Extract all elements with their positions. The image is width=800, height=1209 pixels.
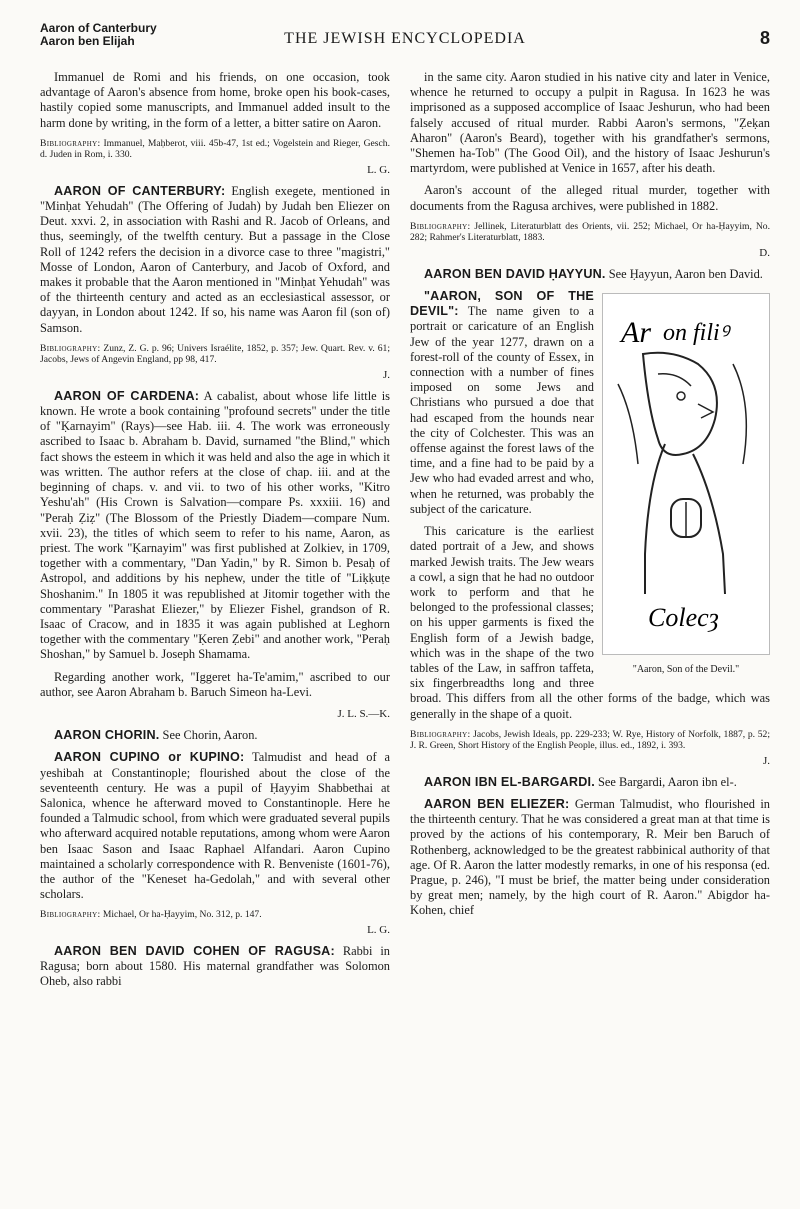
bibliography-label: Bibliography:	[410, 728, 471, 740]
entry-aaron-of-canterbury	[40, 184, 390, 336]
author-initials: J.	[382, 368, 390, 381]
headword: AARON BEN ELIEZER:	[424, 796, 570, 811]
entry-text: German Talmudist, who flourished in the thirteenth century. That he was considered a great man at that time is proved by the actions of his contemporary, R. Meir ben Baruch of Rothenberg, acknowledged to be the greatest rabbinical authority of that age. Of R. Aaron the latter modestly remarks, in one of his responsa (ed. Prague, p. 246), "I must be brief, the matter being under consideration by great men; namely, by the high court of R. Aaron." Abigdor ha-Kohen, chief	[410, 796, 770, 918]
bibliography	[410, 729, 770, 752]
entry-aaron-ben-david-hayyun	[410, 267, 770, 282]
bibliography-label: Bibliography:	[40, 909, 101, 921]
bibliography-text: Michael, Or ha-Ḥayyim, No. 312, p. 147.	[100, 909, 262, 921]
entry-aaron-ibn-el-bargardi	[410, 775, 770, 790]
entry-text: See Bargardi, Aaron ibn el-.	[594, 774, 737, 789]
bibliography-text: Jellinek, Literaturblatt des Orients, vii. 252; Michael, Or ha-Ḥayyim, No. 282; Rahmer's Literaturblatt, 1883.	[410, 220, 770, 244]
entry-text: The name given to a portrait or caricature of an English Jew of the year 1277, drawn on a forest-roll of the county of Essex, in connection with a number of fines imposed on some Jews and Christians who pursued a doe that had escaped from the hounds near the city of Colchester. This was an offense against the forest laws of the time, and a fine had to be paid by a Jew who had evaded arrest and who, when he returned, was probably the subject of the caricature.	[410, 304, 594, 516]
svg-text:on filiꝰ: on filiꝰ	[663, 320, 729, 347]
entry-text: Talmudist and head of a yeshibah at Constantinople; flourished about the close of the seventeenth century. He was a pupil of Ḥayyim Shabbethai at Salonica, whence he afterward moved to Constantinople. Here he founded a Talmudic school, from which were graduated several pupils who afterward acquired notable reputations, among whom were Aaron ben Isaac Sason and Isaac Raphael Alfandari. Aaron Cupino maintained a scholarly correspondence with R. Benveniste (1601-76), the author of the "Keneset ha-Gedolah," and with several other scholars.	[40, 750, 390, 902]
headword: AARON IBN EL-BARGARDI.	[424, 774, 595, 789]
paragraph: Immanuel de Romi and his friends, on one occasion, took advantage of Aaron's absence from home, broke open his book-cases, hastily copied some manuscripts, and Immanuel added insult to the harm done by writing, in the form of a letter, a bitter satire on Aaron.	[40, 70, 390, 130]
figure-caption: "Aaron, Son of the Devil."	[632, 664, 740, 676]
headword: "AARON, SON OF THE DEVIL":	[410, 289, 594, 319]
page-header	[40, 18, 770, 60]
entry-text: A cabalist, about whose life little is known. He wrote a book containing "profound secrets" under the title of "Ḳarnayim" (Rays)—see Hab. iii. 4. The work was erroneously ascribed to Isaac b. Abraham b. David, surnamed "the Blind," which fact shows the esteem in which it was held and also the age in which it was written. The author refers at the close of chap. iii. and at the beginning of chaps. v. and vii. to two of his other works, "Kitro Yeshu'ah" (His Crown is Salvation—compare Ps. xxxiii. 16) and "Peraḥ Ẓiẓ" (The Blossom of the Priestly Diadem—compare Num. xvii. 23), the titles of which seem to refer to his name, Aaron, as priest. The work "Ḳarnayim" was first published at Zolkiev, in 1709, together with a commentary, "Dan Yadin," by R. Simon b. Pesaḥ of Astropol, and additions by his nephew, under the title of "Liḳḳuṭe Shoshanim." In 1805 it was republished at Jitomir together with the commentary "Parashat Eliezer," by Eliezer Fishel, grandson of R. Isaac of Cracow, and in 1835 it was again published at Leghorn together with the commentary "Ḳeren Ẓebi" and another work, "Peraḥ Shoshan," by Samuel b. Joseph Shamama.	[40, 388, 390, 662]
running-head-last: Aaron ben Elijah	[40, 34, 135, 48]
entry-aaron-of-cardena	[40, 389, 390, 663]
author-initials: J. L. S.—K.	[337, 707, 390, 720]
figure	[602, 293, 770, 677]
entry-aaron-chorin	[40, 728, 390, 743]
encyclopedia-title: THE JEWISH ENCYCLOPEDIA	[284, 30, 526, 47]
bibliography-label: Bibliography:	[40, 137, 101, 149]
caricature-illustration	[602, 293, 770, 655]
entry-text: See Chorin, Aaron.	[159, 728, 258, 743]
entry-text: See Ḥayyun, Aaron ben David.	[605, 266, 763, 281]
entry-aaron-ben-eliezer	[410, 797, 770, 919]
bibliography-label: Bibliography:	[410, 220, 471, 232]
bibliography	[40, 343, 390, 366]
entry-text: English exegete, mentioned in "Minḥat Yehudah" (The Offering of Judah) by Judah ben Eliezer on Deut. xxvi. 2, in association with Rashi and R. Jacob of Orleans, and thus, seemingly, of the twelfth century. But a passage in the Close Roll of 1242 refers the decision in a divorce case to three "magistri," Mosse of London, Aaron of Canterbury, and Jacob of Oxford, and makes it probable that the Aaron mentioned in "Minḥat Yehudah" was of the thirteenth century and acted as an ecclesiastical assessor, or dayyan, in London about 1242. If so, his name was Aaron fil (son of) Samson.	[40, 183, 391, 335]
headword: AARON CHORIN.	[54, 728, 160, 743]
author-initials: L. G.	[367, 923, 390, 936]
entry-aaron-ben-david-cohen	[40, 944, 390, 990]
entry-text: Rabbi in Ragusa; born about 1580. His maternal grandfather was Solomon Oheb, also rabbi	[40, 943, 390, 989]
paragraph: Aaron's account of the alleged ritual murder, together with documents from the Ragusa archives, were published in 1882.	[410, 183, 770, 213]
bibliography-text: Immanuel, Maḥberot, viii. 45b-47, 1st ed.; Vogelstein and Rieger, Gesch. d. Juden in Rom, i. 330.	[40, 137, 390, 161]
paragraph: Regarding another work, "Iggeret ha-Te'amim," ascribed to our author, see Aaron Abraham b. Baruch Simeon ha-Levi.	[40, 669, 390, 699]
author-initials: D.	[759, 246, 770, 259]
page-number: 8	[759, 28, 770, 48]
headword: AARON OF CARDENA:	[54, 388, 200, 403]
entry-aaron-cupino	[40, 750, 390, 902]
svg-text:Colecȝ: Colecȝ	[648, 603, 719, 633]
svg-text:Ar: Ar	[621, 316, 651, 350]
headword: AARON BEN DAVID ḤAYYUN.	[424, 266, 606, 281]
bibliography	[40, 909, 390, 920]
author-initials: L. G.	[367, 163, 390, 176]
running-head-first: Aaron of Canterbury	[40, 21, 157, 35]
bibliography	[410, 221, 770, 244]
headword: AARON BEN DAVID COHEN OF RAGUSA:	[54, 943, 335, 958]
bibliography	[40, 138, 390, 161]
paragraph: in the same city. Aaron studied in his native city and later in Venice, whence he returned to occupy a pulpit in Ragusa. In 1623 he was imprisoned as a supposed accomplice of Isaac Jeshurun, who had been falsely accused of ritual murder. Rabbi Aaron's sermons, "Ẓeḳan Aharon" (Aaron's Beard), together with his grandfather's sermons, "Shemen ha-Tob" (The Good Oil), and the history of Isaac Jeshurun's martyrdom, were published at Venice in 1657, after his death.	[410, 70, 770, 176]
headword: AARON OF CANTERBURY:	[54, 183, 226, 198]
bibliography-label: Bibliography:	[40, 342, 101, 354]
bibliography-text: Jacobs, Jewish Ideals, pp. 229-233; W. Rye, History of Norfolk, 1887, p. 52; J. R. Green, Short History of the English People, illus. ed., 1892, i. 393.	[410, 728, 770, 752]
author-initials: J.	[762, 754, 770, 767]
headword: AARON CUPINO or KUPINO:	[54, 750, 245, 765]
bibliography-text: Zunz, Z. G. p. 96; Univers Israélite, 1852, p. 357; Jew. Quart. Rev. v. 61; Jacobs, Jews of Angevin England, pp 98, 417.	[40, 342, 390, 366]
paragraph: This caricature is the earliest dated portrait of a Jew, and shows marked Jewish traits. The Jew wears a cowl, a sign that he had no outdoor work to perform and that he belonged to the professional classes; on his upper garments is fixed the English form of a Jewish badge, which was in the shape of the two tables of the Law, in saffron taffeta, six fingerbreadths long and three broad. This differs from all the other forms of the badge, which was generally in the shape of a quoit.	[410, 524, 770, 721]
left-column	[40, 70, 390, 997]
right-column	[410, 70, 770, 926]
